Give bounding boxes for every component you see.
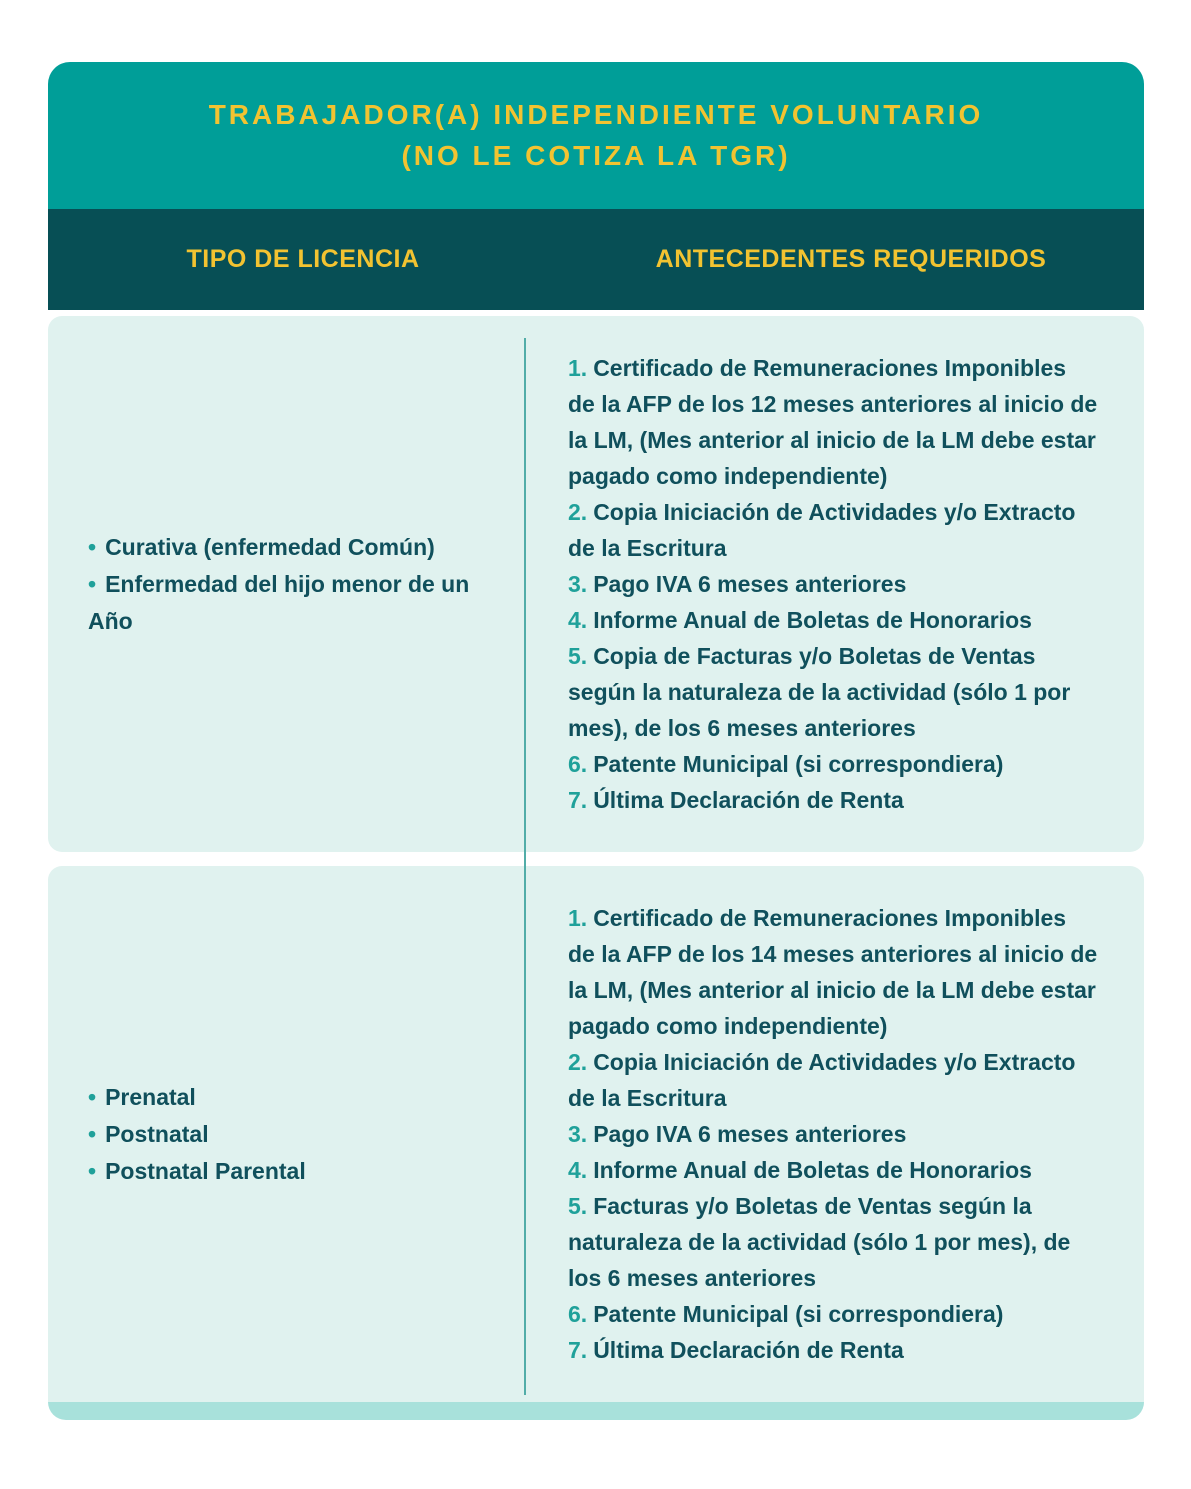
column-header-tipo-de-licencia: TIPO DE LICENCIA [186,245,420,273]
bullet-icon: • [88,570,97,597]
license-item: • Enfermedad del hijo menor de un Año [88,570,470,634]
table-body [48,316,1144,1402]
table-row [48,316,1144,852]
license-item: • Curativa (enfermedad Común) [88,533,435,560]
requirement-item: 5. Copia de Facturas y/o Boletas de Ventas según la naturaleza de la actividad (sólo 1 por mes), de los 6 meses anteriores [568,643,1071,741]
column-divider-line [524,338,526,1395]
bullet-icon: • [88,1157,97,1184]
bullet-icon: • [88,533,97,560]
requirement-item: 6. Patente Municipal (si correspondiera) [568,751,1004,777]
column-header-band [48,209,1144,310]
requirements-cell [525,866,1144,1402]
license-type-cell [48,866,525,1402]
requirement-number: 1. [568,905,588,931]
requirement-item: 2. Copia Iniciación de Actividades y/o Extracto de la Escritura [568,1049,1076,1111]
license-type-cell [48,316,525,852]
requirement-number: 7. [568,1337,588,1363]
table-title-header [48,62,1144,209]
license-item: • Postnatal [88,1120,209,1147]
bullet-icon: • [88,1120,97,1147]
requirement-item: 5. Facturas y/o Boletas de Ventas según la naturaleza de la actividad (sólo 1 por mes), de los 6 meses anteriores [568,1193,1071,1291]
requirement-item: 7. Última Declaración de Renta [568,787,904,813]
requirement-item: 4. Informe Anual de Boletas de Honorarios [568,1157,1032,1183]
requirement-number: 3. [568,1121,588,1147]
license-item: • Prenatal [88,1083,196,1110]
requirement-number: 2. [568,499,588,525]
table-title-line1: TRABAJADOR(A) INDEPENDIENTE VOLUNTARIO [208,99,984,130]
table-title-line2: (NO LE COTIZA LA TGR) [401,140,791,171]
requirement-number: 4. [568,1157,588,1183]
requirement-item: 1. Certificado de Remuneraciones Imponibles de la AFP de los 14 meses anteriores al inicio de la LM, (Mes anterior al inicio de la LM debe estar pagado como independiente) [568,905,1098,1039]
requirement-number: 6. [568,1301,588,1327]
requirement-number: 4. [568,607,588,633]
requirement-item: 3. Pago IVA 6 meses anteriores [568,571,907,597]
benefits-table-card [48,62,1144,1420]
requirement-item: 4. Informe Anual de Boletas de Honorarios [568,607,1032,633]
requirement-item: 2. Copia Iniciación de Actividades y/o Extracto de la Escritura [568,499,1076,561]
requirement-number: 5. [568,643,588,669]
requirement-number: 3. [568,571,588,597]
bullet-icon: • [88,1083,97,1110]
license-item: • Postnatal Parental [88,1157,306,1184]
requirement-item: 7. Última Declaración de Renta [568,1337,904,1363]
column-header-antecedentes-requeridos: ANTECEDENTES REQUERIDOS [655,245,1047,273]
requirements-cell [525,316,1144,852]
footer-strip [48,1402,1144,1420]
requirement-number: 1. [568,355,588,381]
requirement-item: 3. Pago IVA 6 meses anteriores [568,1121,907,1147]
table-row [48,866,1144,1402]
requirement-item: 1. Certificado de Remuneraciones Imponibles de la AFP de los 12 meses anteriores al inicio de la LM, (Mes anterior al inicio de la LM debe estar pagado como independiente) [568,355,1098,489]
requirement-number: 2. [568,1049,588,1075]
requirement-number: 6. [568,751,588,777]
requirement-number: 7. [568,787,588,813]
requirement-number: 5. [568,1193,588,1219]
requirement-item: 6. Patente Municipal (si correspondiera) [568,1301,1004,1327]
